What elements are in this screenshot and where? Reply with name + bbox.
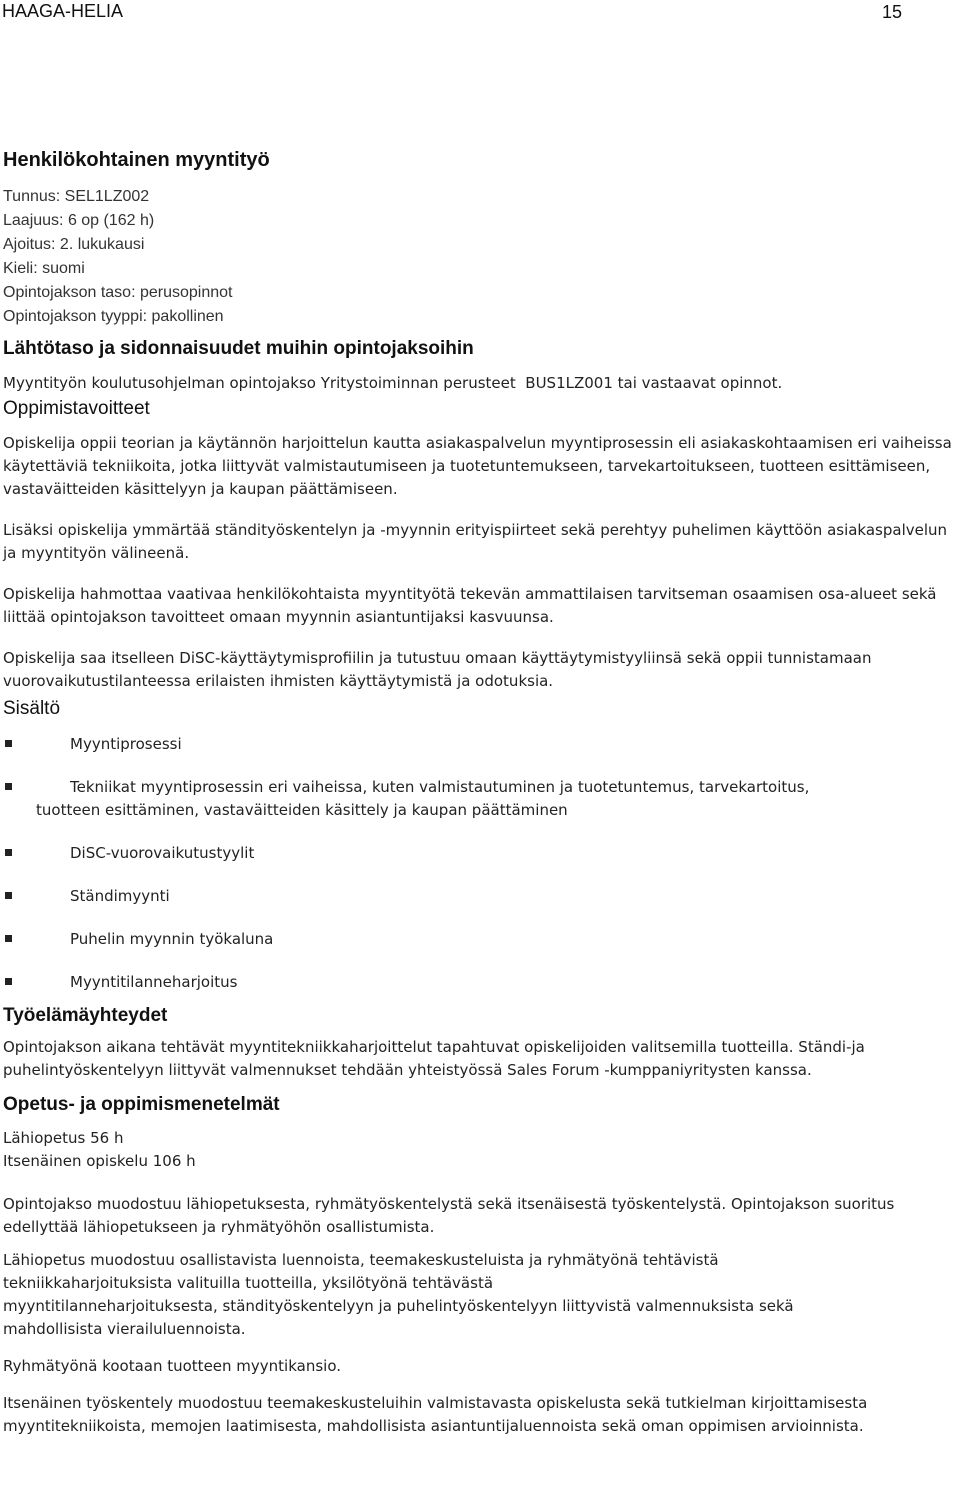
list-item-continuation: tuotteen esittäminen, vastaväitteiden käsittely ja kaupan päättäminen xyxy=(36,801,568,819)
methods-hours xyxy=(3,1127,957,1173)
methods-lecture-paragraph xyxy=(3,1249,957,1341)
content-heading: Sisältö xyxy=(3,698,61,719)
bullet-marker xyxy=(5,978,12,985)
page-header xyxy=(0,0,960,22)
worklife-heading: Työelämäyhteydet xyxy=(3,1005,168,1026)
lecture-line: Lähiopetus muodostuu osallistavista luennoista, teemakeskusteluista ja ryhmätyönä tehtävistä xyxy=(3,1251,719,1269)
bullet-marker xyxy=(5,892,12,899)
list-item-text: Tekniikat myyntiprosessin eri vaiheissa, kuten valmistautuminen ja tuotetuntemus, tarvekartoitus, xyxy=(70,778,810,796)
page-number: 15 xyxy=(882,2,903,22)
lecture-line: myyntitilanneharjoituksesta, ständityöskentelyyn ja puhelintyöskentelyyn liittyvistä valmennuksista sekä xyxy=(3,1297,794,1315)
objectives-paragraph-2: Lisäksi opiskelija ymmärtää ständityöskentelyn ja -myynnin erityispiirteet sekä perehtyy puhelimen käyttöön asiakaspalvelun ja myyntityön välineenä. xyxy=(3,521,948,562)
list-item xyxy=(3,971,957,994)
objectives-paragraph-4: Opiskelija saa itselleen DiSC-käyttäytymisprofiilin ja tutustuu omaan käyttäytymistyyliinsä sekä oppii tunnistamaan vuorovaikutustilanteessa erilaisten ihmisten käyttäytymistä ja odotuksia. xyxy=(3,649,872,690)
list-item xyxy=(3,733,957,756)
course-description xyxy=(3,148,957,1438)
contact-hours: Lähiopetus 56 h xyxy=(3,1129,124,1147)
list-item xyxy=(3,928,957,951)
methods-paragraph-2: Ryhmätyönä kootaan tuotteen myyntikansio. xyxy=(3,1357,342,1375)
methods-paragraph-3: Itsenäinen työskentely muodostuu teemakeskusteluihin valmistavasta opiskelusta sekä tutkielman kirjoittamisesta myyntitekniikoista, memojen laatimisesta, mahdollisista asiantuntijaluennoista sekä oman oppimisen arvioinnista. xyxy=(3,1394,868,1435)
independent-hours: Itsenäinen opiskelu 106 h xyxy=(3,1152,196,1170)
list-item xyxy=(3,842,957,865)
objectives-heading: Oppimistavoitteet xyxy=(3,398,150,419)
prerequisites-heading: Lähtötaso ja sidonnaisuudet muihin opintojaksoihin xyxy=(3,338,474,359)
course-type: Opintojakson tyyppi: pakollinen xyxy=(3,308,224,325)
objectives-paragraph-1: Opiskelija oppii teorian ja käytännön harjoittelun kautta asiakaspalvelun myyntiprosessin eli asiakaskohtaamisen eri vaiheissa käytettäviä tekniikoita, jotka liittyvät valmistautumiseen ja tuotetuntemukseen, tarvekartoitukseen, tuotteen esittämiseen, vastaväitteiden käsittelyyn ja kaupan päättämiseen. xyxy=(3,434,952,498)
list-item xyxy=(3,885,957,908)
worklife-text: Opintojakson aikana tehtävät myyntitekniikkaharjoittelut tapahtuvat opiskelijoiden valitsemilla tuotteilla. Ständi-ja puhelintyöskentelyyn liittyvät valmennukset tehdään yhteistyössä Sales Forum -kumppaniyritysten kanssa. xyxy=(3,1038,865,1079)
list-item-text: Myyntiprosessi xyxy=(70,735,182,753)
list-item-text: DiSC-vuorovaikutustyylit xyxy=(70,844,255,862)
course-language: Kieli: suomi xyxy=(3,260,85,277)
methods-heading: Opetus- ja oppimismenetelmät xyxy=(3,1094,280,1115)
bullet-marker xyxy=(5,740,12,747)
course-meta xyxy=(3,185,957,329)
objectives-paragraph-3: Opiskelija hahmottaa vaativaa henkilökohtaista myyntityötä tekevän ammattilaisen tarvitseman osaamisen osa-alueet sekä liittää opintojakson tavoitteet omaan myynnin asiantuntijaksi kasvuunsa. xyxy=(3,585,937,626)
list-item xyxy=(3,776,957,822)
list-item-text: Ständimyynti xyxy=(70,887,170,905)
lecture-line: tekniikkaharjoituksista valituilla tuotteilla, yksilötyönä tehtävästä xyxy=(3,1274,494,1292)
list-item-text: Myyntitilanneharjoitus xyxy=(70,973,238,991)
methods-paragraph-1: Opintojakso muodostuu lähiopetuksesta, ryhmätyöskentelystä sekä itsenäisestä työskentelystä. Opintojakson suoritus edellyttää lähiopetukseen ja ryhmätyöhön osallistumista. xyxy=(3,1195,895,1236)
prerequisites-text: Myyntityön koulutusohjelman opintojakso Yritystoiminnan perusteet BUS1LZ001 tai vastaavat opinnot. xyxy=(3,374,783,392)
lecture-line: mahdollisista vierailuluennoista. xyxy=(3,1320,246,1338)
course-credits: Laajuus: 6 op (162 h) xyxy=(3,212,155,229)
course-level: Opintojakson taso: perusopinnot xyxy=(3,284,233,301)
bullet-marker xyxy=(5,849,12,856)
course-title: Henkilökohtainen myyntityö xyxy=(3,149,270,171)
content-list xyxy=(3,733,957,994)
bullet-marker xyxy=(5,935,12,942)
list-item-text: Puhelin myynnin työkaluna xyxy=(70,930,274,948)
bullet-marker xyxy=(5,783,12,790)
course-timing: Ajoitus: 2. lukukausi xyxy=(3,236,145,253)
brand-name: HAAGA-HELIA xyxy=(2,1,124,21)
course-code: Tunnus: SEL1LZ002 xyxy=(3,188,150,205)
